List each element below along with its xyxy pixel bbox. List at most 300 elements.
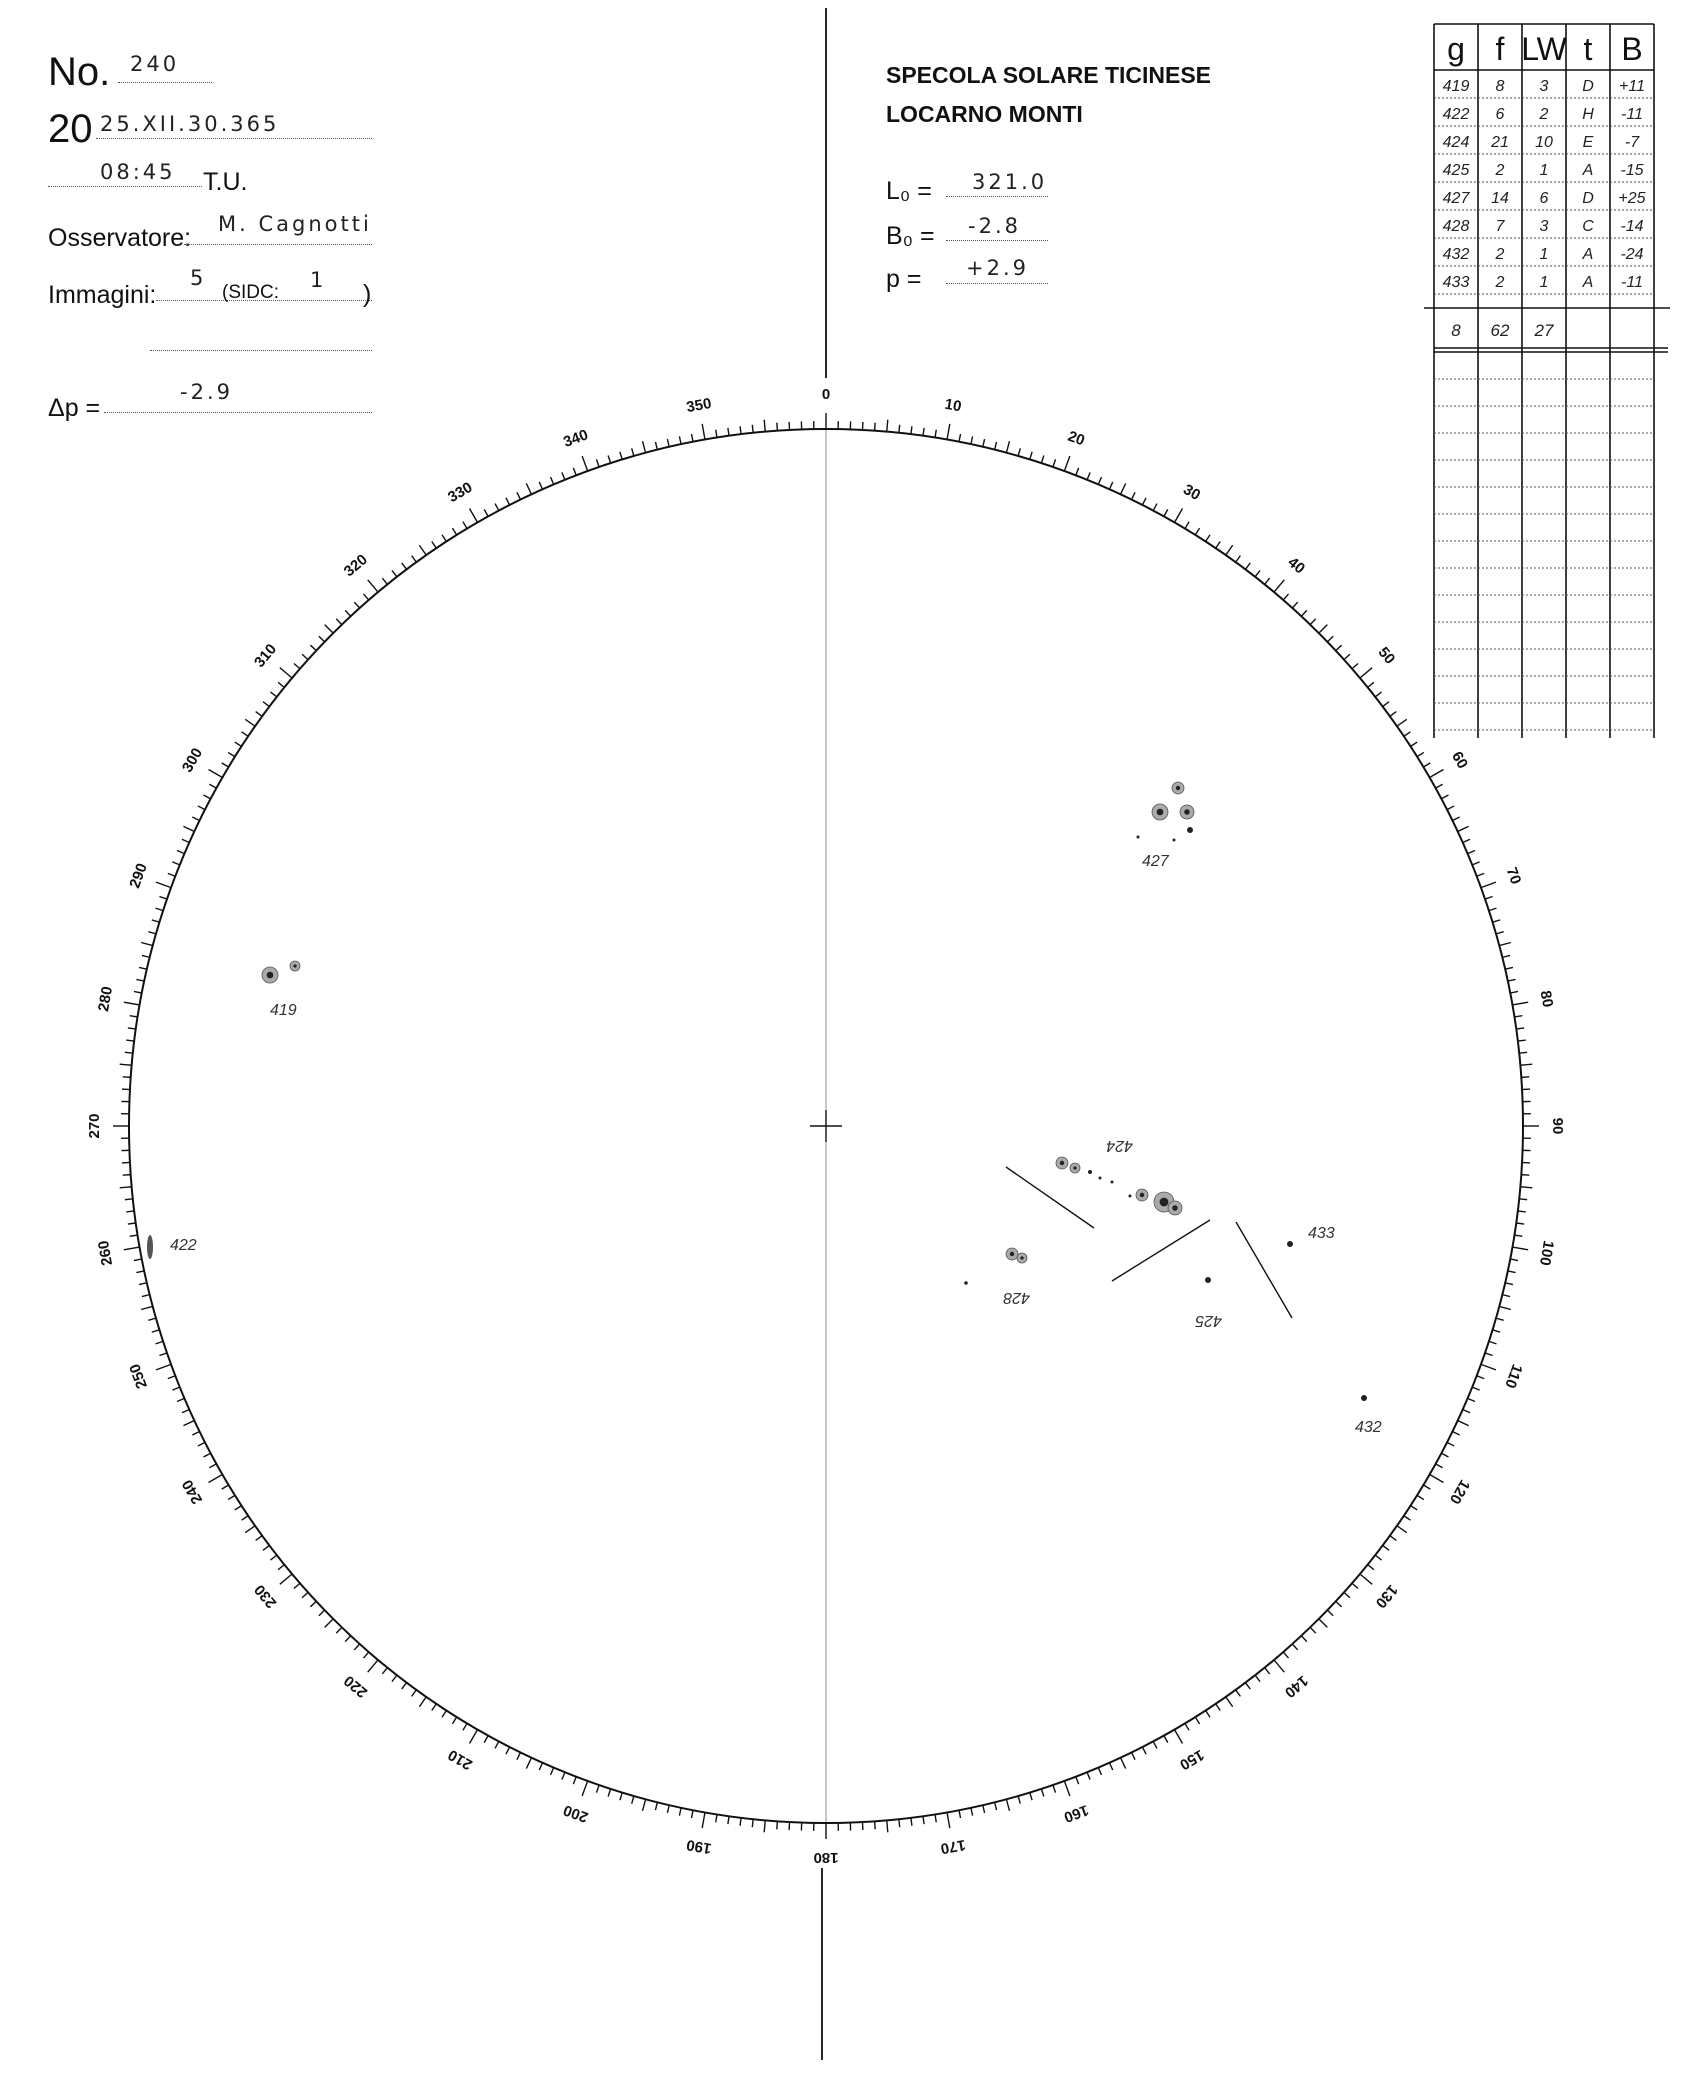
scale-tick <box>319 636 325 642</box>
scale-tick <box>1132 492 1136 499</box>
sunspot-428 <box>1010 1252 1014 1256</box>
scale-tick <box>1404 1516 1411 1520</box>
scale-tick <box>1516 1028 1524 1029</box>
table-cell: 2 <box>1495 274 1505 291</box>
table-cell: 1 <box>1539 274 1549 291</box>
scale-tick <box>1441 795 1448 799</box>
scale-tick <box>345 610 350 616</box>
sunspot-424 <box>1099 1177 1102 1180</box>
scale-tick <box>156 1364 171 1369</box>
scale-tick <box>1195 1717 1199 1724</box>
scale-tick <box>325 625 333 633</box>
scale-tick <box>463 522 467 529</box>
sunspot-432 <box>1361 1395 1367 1401</box>
scale-label: 100 <box>1535 1239 1557 1267</box>
scale-tick <box>1411 742 1418 746</box>
scale-tick <box>1508 979 1516 981</box>
table-cell: 3 <box>1539 78 1549 95</box>
scale-tick <box>442 535 446 542</box>
scale-tick <box>1518 1040 1526 1041</box>
separator-line <box>1112 1220 1210 1281</box>
scale-tick <box>875 1821 876 1829</box>
scale-tick <box>1018 448 1020 456</box>
scale-label: 340 <box>561 426 591 451</box>
scale-tick <box>120 1064 132 1065</box>
scale-tick <box>354 602 359 608</box>
scale-tick <box>1441 1453 1448 1457</box>
scale-tick <box>1423 1485 1430 1489</box>
scale-tick <box>911 1818 912 1826</box>
p-value: +2.9 <box>966 256 1029 280</box>
scale-tick <box>278 1565 284 1570</box>
sunspot-424 <box>1088 1170 1092 1174</box>
scale-tick <box>263 702 269 707</box>
scale-tick <box>1514 1016 1522 1017</box>
separator-line <box>1236 1222 1292 1318</box>
scale-label: 20 <box>1065 427 1087 450</box>
scale-tick <box>130 1016 138 1017</box>
scale-tick <box>1153 1741 1157 1748</box>
scale-tick <box>235 1506 242 1510</box>
table-header-cell: B <box>1621 31 1643 67</box>
sunspot-427 <box>1176 786 1180 790</box>
scale-tick <box>123 1175 131 1176</box>
scale-tick <box>632 448 634 456</box>
scale-tick <box>442 1711 446 1718</box>
scale-tick <box>582 456 587 471</box>
sunspot-424 <box>1060 1161 1064 1165</box>
scale-tick <box>152 1330 160 1332</box>
scale-tick <box>222 763 229 767</box>
scale-tick <box>1283 1652 1288 1658</box>
scale-tick <box>368 580 378 592</box>
scale-tick <box>1245 563 1250 569</box>
scale-tick <box>1477 873 1484 876</box>
scale-tick <box>620 1793 622 1801</box>
table-header-cell: g <box>1447 31 1465 67</box>
scale-tick <box>1030 452 1032 460</box>
scale-tick <box>667 1805 669 1813</box>
scale-tick <box>125 1199 133 1200</box>
scale-tick <box>141 942 153 945</box>
sunspot-427 <box>1157 809 1164 816</box>
scale-tick <box>1417 1495 1424 1499</box>
group-label-425: 425 <box>1195 1312 1222 1329</box>
scale-tick <box>1142 1747 1146 1754</box>
scale-label: 260 <box>95 1239 117 1267</box>
scale-tick <box>1041 1789 1043 1797</box>
scale-tick <box>1109 482 1112 489</box>
scale-tick <box>1417 752 1424 756</box>
scale-tick <box>1087 472 1090 479</box>
group-label-433: 433 <box>1308 1225 1335 1242</box>
scale-tick <box>1375 692 1381 697</box>
table-total-cell: 8 <box>1451 321 1461 340</box>
scale-tick <box>278 682 284 687</box>
scale-tick <box>1132 1752 1136 1759</box>
scale-tick <box>1206 1711 1210 1718</box>
scale-tick <box>1255 1675 1260 1681</box>
images-value: 5 <box>190 266 207 290</box>
scale-tick <box>935 430 936 438</box>
scale-tick <box>124 1002 140 1005</box>
table-cell: A <box>1582 162 1594 179</box>
scale-tick <box>130 1235 138 1236</box>
scale-tick <box>484 509 488 516</box>
scale-tick <box>1265 578 1270 584</box>
scale-tick <box>752 425 753 433</box>
scale-tick <box>1064 1781 1069 1796</box>
scale-tick <box>1206 535 1210 542</box>
scale-tick <box>242 1516 249 1520</box>
scale-tick <box>1153 504 1157 511</box>
scale-tick <box>1185 1723 1189 1730</box>
scale-tick <box>1390 712 1396 717</box>
table-total-cell: 27 <box>1534 321 1554 340</box>
sunspot-427 <box>1187 827 1193 833</box>
sunspot-433 <box>1287 1241 1293 1247</box>
time-value: 08:45 <box>100 160 176 184</box>
scale-tick <box>419 1697 426 1707</box>
scale-label: 290 <box>126 861 151 891</box>
scale-tick <box>655 1802 657 1810</box>
scale-tick <box>192 1432 199 1436</box>
lo-label: L₀ = <box>886 177 932 205</box>
scale-tick <box>596 1785 599 1793</box>
scale-tick <box>1510 991 1518 993</box>
scale-tick <box>148 932 156 934</box>
scale-tick <box>256 1536 262 1541</box>
scale-tick <box>1468 851 1475 854</box>
scale-tick <box>363 594 368 600</box>
table-header-cell: LW <box>1521 31 1567 67</box>
scale-tick <box>1514 1235 1522 1236</box>
scale-tick <box>172 1387 179 1390</box>
table-cell: 6 <box>1495 106 1505 123</box>
scale-tick <box>134 1259 142 1261</box>
scale-tick <box>1518 1211 1526 1212</box>
scale-tick <box>551 1768 554 1775</box>
scale-tick <box>1360 1574 1372 1584</box>
scale-tick <box>1520 1064 1532 1065</box>
scale-tick <box>911 426 912 434</box>
scale-tick <box>470 1730 478 1744</box>
table-cell: -11 <box>1621 106 1643 123</box>
scale-tick <box>573 468 576 475</box>
scale-tick <box>256 712 262 717</box>
scale-tick <box>1512 1247 1528 1250</box>
scale-label: 130 <box>1371 1581 1401 1612</box>
scale-tick <box>679 1808 681 1816</box>
bo-label: B₀ = <box>886 222 935 250</box>
scale-tick <box>1375 1555 1381 1560</box>
scale-tick <box>1502 955 1510 957</box>
scale-tick <box>1520 1187 1532 1188</box>
scale-tick <box>204 795 211 799</box>
sidc-label: (SIDC: <box>222 282 279 303</box>
scale-tick <box>152 920 160 922</box>
scale-tick <box>764 1820 765 1832</box>
scale-tick <box>691 434 693 442</box>
scale-tick <box>156 908 164 910</box>
scale-tick <box>209 1475 223 1483</box>
scale-tick <box>1041 456 1043 464</box>
table-cell: 14 <box>1491 190 1509 207</box>
images-label: Immagini: <box>48 281 157 309</box>
scale-tick <box>506 498 510 505</box>
scale-tick <box>242 732 249 736</box>
scale-tick <box>632 1796 634 1804</box>
scale-tick <box>1301 610 1306 616</box>
scale-tick <box>1499 1306 1511 1309</box>
scale-tick <box>302 1592 308 1597</box>
scale-tick <box>1368 682 1374 687</box>
scale-tick <box>1018 1796 1020 1804</box>
scale-tick <box>1508 1271 1516 1273</box>
scale-tick <box>1411 1506 1418 1510</box>
bo-value: -2.8 <box>968 214 1021 238</box>
scale-label: 50 <box>1374 643 1399 668</box>
table-cell: A <box>1582 274 1594 291</box>
scale-tick <box>740 426 741 434</box>
scale-tick <box>270 1555 276 1560</box>
scale-tick <box>562 472 565 479</box>
scale-tick <box>1352 663 1358 668</box>
scale-tick <box>1472 862 1479 865</box>
scale-tick <box>382 1668 387 1674</box>
table-cell: 1 <box>1539 162 1549 179</box>
scale-tick <box>209 770 223 778</box>
scale-tick <box>608 1789 610 1797</box>
scale-label: 210 <box>445 1745 476 1774</box>
scale-tick <box>971 436 973 444</box>
scale-tick <box>177 851 184 854</box>
sunspot-424 <box>1172 1205 1178 1211</box>
scale-label: 60 <box>1447 748 1472 772</box>
scale-tick <box>517 492 521 499</box>
scale-tick <box>1344 654 1350 659</box>
scale-tick <box>209 784 216 788</box>
scale-tick <box>159 896 167 899</box>
scale-tick <box>1195 528 1199 535</box>
scale-tick <box>1352 1583 1358 1588</box>
scale-tick <box>1368 1565 1374 1570</box>
scale-tick <box>412 1690 417 1696</box>
scale-tick <box>142 955 150 957</box>
scale-tick <box>1489 908 1497 910</box>
scale-tick <box>596 459 599 467</box>
table-cell: E <box>1582 134 1594 151</box>
scale-tick <box>182 1409 189 1412</box>
table-cell: 432 <box>1442 246 1470 263</box>
observer-value: M. Cagnotti <box>218 212 372 236</box>
group-label-424: 424 <box>1106 1137 1133 1154</box>
observatory-name: SPECOLA SOLARE TICINESE <box>886 62 1212 88</box>
scale-tick <box>1430 1475 1444 1483</box>
scale-tick <box>923 428 924 436</box>
scale-tick <box>123 1077 131 1078</box>
scale-tick <box>1164 1736 1168 1743</box>
scale-tick <box>1236 556 1241 562</box>
scale-tick <box>484 1736 488 1743</box>
scale-tick <box>228 752 235 756</box>
scale-tick <box>125 1052 133 1053</box>
scale-tick <box>983 1805 985 1813</box>
sunspot-428 <box>964 1281 968 1285</box>
table-cell: 428 <box>1442 218 1470 235</box>
scale-tick <box>1493 1330 1501 1332</box>
scale-tick <box>156 1341 164 1343</box>
scale-tick <box>412 556 417 562</box>
scale-label: 30 <box>1180 480 1204 505</box>
scale-label: 120 <box>1445 1476 1474 1507</box>
scale-tick <box>319 1610 325 1616</box>
scale-tick <box>126 1211 134 1212</box>
lo-value: 321.0 <box>972 170 1048 194</box>
scale-tick <box>156 882 171 887</box>
scale-label: 270 <box>85 1113 103 1139</box>
scale-label: 160 <box>1061 1801 1091 1826</box>
scale-label: 320 <box>340 551 371 581</box>
scale-tick <box>1344 1592 1350 1597</box>
scale-tick <box>1521 1175 1529 1176</box>
scale-tick <box>1485 896 1493 899</box>
scale-label: 0 <box>821 385 831 403</box>
scale-tick <box>139 967 147 969</box>
scale-label: 40 <box>1284 553 1309 578</box>
scale-tick <box>363 1652 368 1658</box>
scale-tick <box>1397 1526 1407 1533</box>
scale-tick <box>495 1741 499 1748</box>
scale-tick <box>526 1758 531 1769</box>
scale-tick <box>168 1376 175 1379</box>
scale-tick <box>740 1818 741 1826</box>
table-cell: -7 <box>1624 134 1640 151</box>
scale-label: 110 <box>1501 1361 1526 1391</box>
sunspot-419 <box>293 964 296 967</box>
scale-tick <box>1481 1364 1496 1369</box>
table-cell: 8 <box>1495 78 1505 95</box>
scale-tick <box>136 979 144 981</box>
table-cell: 424 <box>1442 134 1470 151</box>
scale-tick <box>887 1820 888 1832</box>
scale-label: 190 <box>685 1835 713 1857</box>
scale-tick <box>1496 1318 1504 1320</box>
scale-tick <box>1519 1199 1527 1200</box>
scale-tick <box>947 1812 950 1828</box>
scale-tick <box>1327 1610 1333 1616</box>
scale-tick <box>1436 1464 1443 1468</box>
scale-label: 140 <box>1281 1671 1312 1701</box>
scale-tick <box>354 1644 359 1650</box>
scale-tick <box>1310 619 1316 625</box>
group-label-427: 427 <box>1142 853 1169 870</box>
time-unit: T.U. <box>203 168 248 196</box>
scale-tick <box>168 873 175 876</box>
table-cell: +11 <box>1619 78 1645 95</box>
sidc-value: 1 <box>310 268 327 292</box>
scale-label: 230 <box>251 1581 281 1612</box>
scale-tick <box>959 1810 961 1818</box>
sunspot-424 <box>1160 1198 1169 1207</box>
scale-tick <box>1447 806 1454 810</box>
scale-tick <box>1164 509 1168 516</box>
scale-tick <box>1142 498 1146 505</box>
scale-tick <box>172 862 179 865</box>
scale-tick <box>1236 1690 1241 1696</box>
scale-tick <box>1423 763 1430 767</box>
scale-tick <box>182 839 189 842</box>
scale-tick <box>280 1574 292 1584</box>
scale-tick <box>1499 942 1511 945</box>
scale-tick <box>1098 477 1101 484</box>
scale-tick <box>1485 1353 1493 1356</box>
sidc-close: ) <box>363 280 372 308</box>
scale-tick <box>452 1717 456 1724</box>
scale-tick <box>1301 1636 1306 1642</box>
number-label: No. <box>48 50 111 94</box>
scale-tick <box>139 1283 147 1285</box>
scale-tick <box>995 442 997 450</box>
table-cell: D <box>1582 78 1594 95</box>
scale-tick <box>1404 732 1411 736</box>
scale-tick <box>245 719 255 726</box>
scale-tick <box>971 1808 973 1816</box>
scale-tick <box>875 423 876 431</box>
scale-tick <box>141 1306 153 1309</box>
scale-tick <box>1226 1697 1233 1707</box>
scale-tick <box>667 439 669 447</box>
scale-label: 220 <box>340 1671 371 1701</box>
scale-tick <box>1336 1601 1342 1606</box>
table-cell: -24 <box>1620 246 1644 263</box>
scale-tick <box>294 663 300 668</box>
scale-tick <box>1463 1409 1470 1412</box>
scale-tick <box>1076 468 1079 475</box>
scale-tick <box>702 1812 705 1828</box>
scale-tick <box>302 654 308 659</box>
scale-tick <box>1516 1223 1524 1224</box>
scale-tick <box>562 1772 565 1779</box>
scale-tick <box>1436 784 1443 788</box>
table-header-cell: f <box>1495 31 1505 67</box>
scale-tick <box>270 692 276 697</box>
separator-line <box>1006 1167 1094 1228</box>
scale-tick <box>1505 1283 1513 1285</box>
scale-tick <box>402 563 407 569</box>
scale-tick <box>1226 545 1233 555</box>
scale-tick <box>1463 839 1470 842</box>
scale-tick <box>551 477 554 484</box>
table-cell: 21 <box>1491 134 1509 151</box>
scale-tick <box>582 1781 587 1796</box>
scale-tick <box>336 1627 342 1633</box>
scale-tick <box>1519 1052 1527 1053</box>
scale-label: 350 <box>685 395 713 417</box>
scale-tick <box>679 436 681 444</box>
scale-tick <box>1053 459 1056 467</box>
table-total-cell: 62 <box>1490 321 1510 340</box>
scale-tick <box>1053 1785 1056 1793</box>
scale-label: 240 <box>178 1476 207 1507</box>
scale-tick <box>1481 882 1496 887</box>
sunspot-427 <box>1184 809 1190 815</box>
scale-tick <box>198 806 205 810</box>
scale-tick <box>899 1819 900 1827</box>
scale-tick <box>128 1223 136 1224</box>
scale-tick <box>294 1583 300 1588</box>
p-label: p = <box>886 265 922 293</box>
